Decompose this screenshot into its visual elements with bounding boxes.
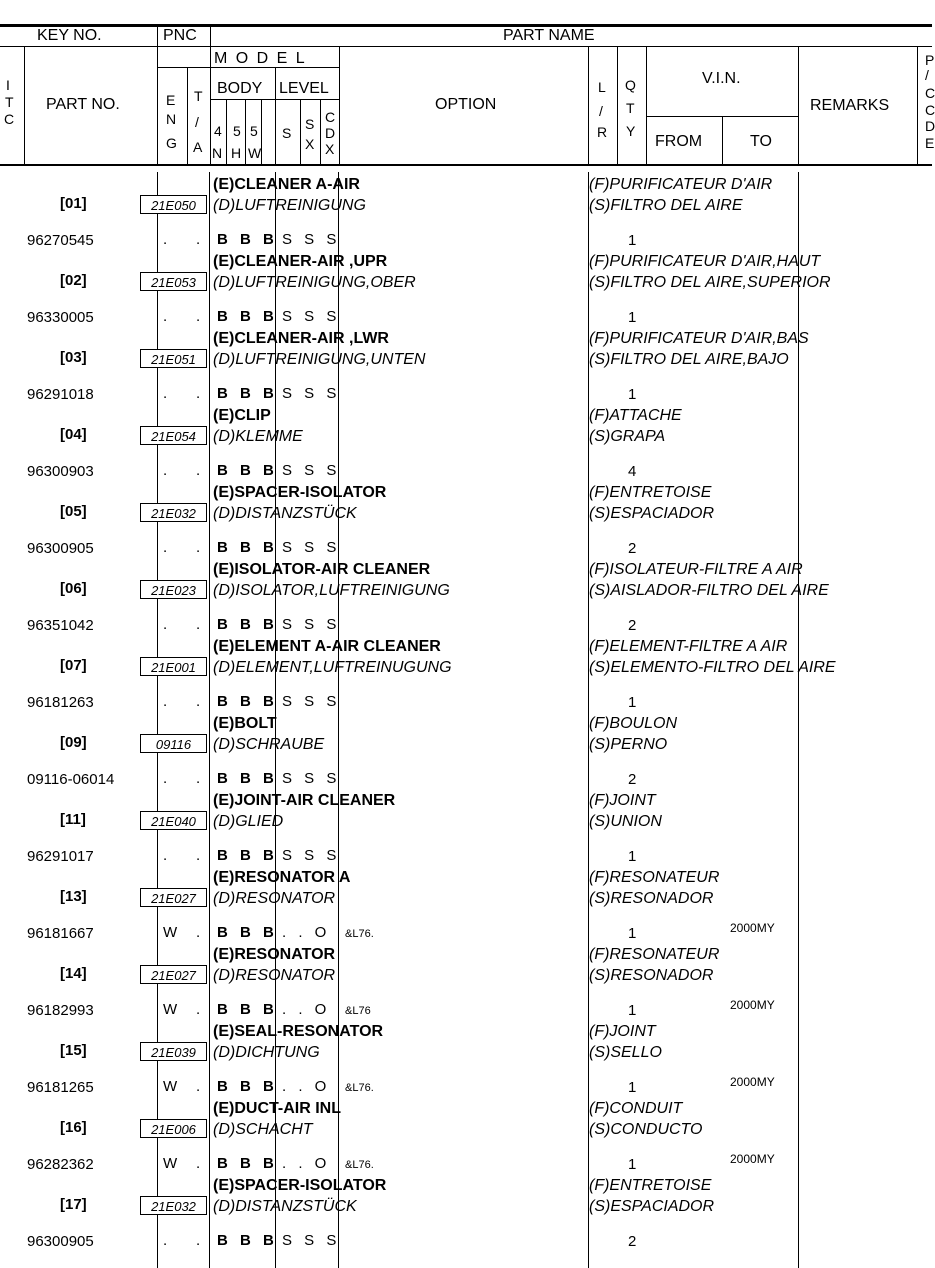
quantity: 4: [628, 463, 637, 480]
body-codes: B B B: [217, 231, 278, 248]
quantity: 1: [628, 1079, 637, 1096]
key-no: [02]: [60, 272, 87, 289]
table-row[interactable]: [0, 331, 932, 408]
pnc-code: 21E039: [140, 1042, 207, 1061]
level-s: S: [282, 125, 292, 141]
french-name: (F)ENTRETOISE: [589, 1177, 712, 1194]
eng-code: W: [163, 1078, 178, 1095]
ta-code: .: [196, 1001, 201, 1018]
header-col-15: [722, 116, 723, 164]
english-name: (E)CLEANER A-AIR: [213, 176, 360, 193]
english-name: (E)RESONATOR A: [213, 869, 351, 886]
key-no: [16]: [60, 1119, 87, 1136]
spanish-name: (S)RESONADOR: [589, 967, 714, 984]
table-row[interactable]: [0, 562, 932, 639]
eng-code: .: [163, 231, 168, 248]
german-name: (D)KLEMME: [213, 428, 303, 445]
table-row[interactable]: [0, 793, 932, 870]
part-no: 96181265: [27, 1079, 94, 1096]
remarks: 2000MY: [730, 1152, 775, 1166]
eng-code: W: [163, 1001, 178, 1018]
pcode-header-d: D: [925, 118, 935, 134]
ta-code: .: [196, 539, 201, 556]
ta-code: .: [196, 385, 201, 402]
level-codes: . . O: [282, 1155, 331, 1172]
part-no: 96291017: [27, 848, 94, 865]
table-row[interactable]: [0, 1101, 932, 1178]
quantity: 2: [628, 617, 637, 634]
english-name: (E)CLEANER-AIR ,UPR: [213, 253, 388, 270]
pnc-code: 21E050: [140, 195, 207, 214]
ta-code: .: [196, 1078, 201, 1095]
ta-code: .: [196, 770, 201, 787]
eng-header-n: N: [166, 111, 177, 127]
spanish-name: (S)FILTRO DEL AIRE,SUPERIOR: [589, 274, 831, 291]
body-sub-n: N: [212, 145, 223, 161]
part-no: 96270545: [27, 232, 94, 249]
remarks: 2000MY: [730, 998, 775, 1012]
level-codes: . . O: [282, 1001, 331, 1018]
german-name: (D)LUFTREINIGUNG,UNTEN: [213, 351, 426, 368]
ta-header-a: A: [193, 139, 203, 155]
eng-code: .: [163, 308, 168, 325]
body-codes: B B B: [217, 616, 278, 633]
quantity: 2: [628, 540, 637, 557]
pnc-code: 21E032: [140, 503, 207, 522]
body-codes: B B B: [217, 847, 278, 864]
key-no: [15]: [60, 1042, 87, 1059]
level-codes: S S S: [282, 231, 341, 248]
french-name: (F)JOINT: [589, 792, 656, 809]
french-name: (F)PURIFICATEUR D'AIR,HAUT: [589, 253, 821, 270]
german-name: (D)SCHACHT: [213, 1121, 313, 1138]
header-col-17: [917, 46, 918, 164]
ta-code: .: [196, 693, 201, 710]
quantity: 1: [628, 848, 637, 865]
header-rule-2: [0, 46, 932, 47]
french-name: (F)PURIFICATEUR D'AIR,BAS: [589, 330, 809, 347]
body-col-5w: 5: [250, 123, 258, 139]
german-name: (D)LUFTREINIGUNG,OBER: [213, 274, 416, 291]
ta-code: .: [196, 1155, 201, 1172]
body-sub-w: W: [248, 145, 262, 161]
eng-code: .: [163, 385, 168, 402]
table-row[interactable]: [0, 408, 932, 485]
remarks-header: REMARKS: [810, 97, 890, 114]
level-codes: S S S: [282, 770, 341, 787]
qty-header-y: Y: [626, 123, 636, 139]
english-name: (E)CLEANER-AIR ,LWR: [213, 330, 389, 347]
french-name: (F)PURIFICATEUR D'AIR: [589, 176, 773, 193]
ta-code: .: [196, 231, 201, 248]
ta-header-t: T: [194, 88, 203, 104]
body-codes: B B B: [217, 924, 278, 941]
german-name: (D)DICHTUNG: [213, 1044, 320, 1061]
ta-code: .: [196, 308, 201, 325]
vin-from-header: FROM: [655, 133, 703, 150]
option-code: &L76.: [345, 1082, 374, 1094]
body-sub-h: H: [231, 145, 242, 161]
body-codes: B B B: [217, 308, 278, 325]
pnc-code: 21E051: [140, 349, 207, 368]
quantity: 1: [628, 694, 637, 711]
part-no: 96300905: [27, 540, 94, 557]
part-no: 96282362: [27, 1156, 94, 1173]
pcode-header-c1: C: [925, 85, 935, 101]
level-cdx-x: X: [325, 141, 335, 157]
eng-header-g: G: [166, 135, 177, 151]
eng-code: W: [163, 924, 178, 941]
eng-code: .: [163, 1232, 168, 1249]
spanish-name: (S)FILTRO DEL AIRE: [589, 197, 743, 214]
french-name: (F)ISOLATEUR-FILTRE A AIR: [589, 561, 803, 578]
header-col-8: [245, 99, 246, 164]
spanish-name: (S)ESPACIADOR: [589, 1198, 715, 1215]
part-name-header: PART NAME: [503, 27, 595, 44]
quantity: 1: [628, 386, 637, 403]
body-codes: B B B: [217, 1001, 278, 1018]
quantity: 1: [628, 309, 637, 326]
body-codes: B B B: [217, 770, 278, 787]
german-name: (D)RESONATOR: [213, 890, 336, 907]
level-cdx-c: C: [325, 109, 336, 125]
english-name: (E)SPACER-ISOLATOR: [213, 1177, 387, 1194]
spanish-name: (S)GRAPA: [589, 428, 666, 445]
pnc-code: 21E032: [140, 1196, 207, 1215]
part-no: 96181667: [27, 925, 94, 942]
pnc-code: 21E001: [140, 657, 207, 676]
key-no: [03]: [60, 349, 87, 366]
key-no: [14]: [60, 965, 87, 982]
ta-code: .: [196, 616, 201, 633]
level-codes: S S S: [282, 539, 341, 556]
part-no-header: PART NO.: [46, 96, 120, 113]
french-name: (F)BOULON: [589, 715, 677, 732]
pnc-code: 21E027: [140, 965, 207, 984]
german-name: (D)ELEMENT,LUFTREINUGUNG: [213, 659, 452, 676]
french-name: (F)RESONATEUR: [589, 869, 720, 886]
table-row[interactable]: [0, 485, 932, 562]
header-top-rule: [0, 24, 932, 27]
header-col-2: [157, 24, 158, 164]
lr-header-r: R: [597, 124, 608, 140]
key-no: [07]: [60, 657, 87, 674]
english-name: (E)ELEMENT A-AIR CLEANER: [213, 638, 441, 655]
spanish-name: (S)UNION: [589, 813, 662, 830]
level-codes: S S S: [282, 462, 341, 479]
level-codes: . . O: [282, 924, 331, 941]
level-cdx-d: D: [325, 125, 336, 141]
header-col-5: [339, 46, 340, 164]
english-name: (E)CLIP: [213, 407, 271, 424]
pcode-header-p: P: [925, 52, 935, 68]
english-name: (E)SPACER-ISOLATOR: [213, 484, 387, 501]
part-no: 96351042: [27, 617, 94, 634]
table-row[interactable]: [0, 254, 932, 331]
option-code: &L76.: [345, 1159, 374, 1171]
quantity: 2: [628, 771, 637, 788]
model-header: M O D E L: [214, 50, 307, 67]
body-header: BODY: [217, 80, 263, 97]
ta-code: .: [196, 924, 201, 941]
spanish-name: (S)ESPACIADOR: [589, 505, 715, 522]
part-no: 96300905: [27, 1233, 94, 1250]
eng-code: .: [163, 693, 168, 710]
header-col-1: [24, 46, 25, 164]
spanish-name: (S)AISLADOR-FILTRO DEL AIRE: [589, 582, 829, 599]
english-name: (E)BOLT: [213, 715, 277, 732]
eng-code: .: [163, 539, 168, 556]
key-no: [09]: [60, 734, 87, 751]
key-no: [11]: [60, 811, 86, 828]
key-no: [13]: [60, 888, 87, 905]
key-no-header: KEY NO.: [37, 27, 102, 44]
spanish-name: (S)ELEMENTO-FILTRO DEL AIRE: [589, 659, 836, 676]
table-row[interactable]: [0, 639, 932, 716]
pnc-code: 21E054: [140, 426, 207, 445]
german-name: (D)RESONATOR: [213, 967, 336, 984]
level-codes: S S S: [282, 308, 341, 325]
german-name: (D)LUFTREINIGUNG: [213, 197, 366, 214]
qty-header-t: T: [626, 100, 635, 116]
level-header: LEVEL: [279, 80, 329, 97]
part-no: 96330005: [27, 309, 94, 326]
pnc-code: 21E023: [140, 580, 207, 599]
key-no: [17]: [60, 1196, 87, 1213]
spanish-name: (S)FILTRO DEL AIRE,BAJO: [589, 351, 789, 368]
option-code: &L76.: [345, 928, 374, 940]
level-sx-s: S: [305, 116, 315, 132]
german-name: (D)SCHRAUBE: [213, 736, 325, 753]
pnc-code: 21E040: [140, 811, 207, 830]
spanish-name: (S)CONDUCTO: [589, 1121, 703, 1138]
vin-to-header: TO: [750, 133, 772, 150]
level-codes: . . O: [282, 1078, 331, 1095]
body-codes: B B B: [217, 693, 278, 710]
key-no: [05]: [60, 503, 87, 520]
table-row[interactable]: [0, 177, 932, 254]
header-col-10: [300, 99, 301, 164]
eng-code: .: [163, 770, 168, 787]
part-no: 96300903: [27, 463, 94, 480]
german-name: (D)DISTANZSTÜCK: [213, 1198, 357, 1215]
header-col-3: [210, 24, 211, 164]
spanish-name: (S)PERNO: [589, 736, 668, 753]
key-no: [06]: [60, 580, 87, 597]
table-row[interactable]: [0, 1024, 932, 1101]
header-col-4: [187, 67, 188, 164]
eng-code: .: [163, 616, 168, 633]
header-col-6: [275, 67, 276, 164]
pnc-code: 21E053: [140, 272, 207, 291]
spanish-name: (S)SELLO: [589, 1044, 662, 1061]
pcode-header-c2: C: [925, 102, 935, 118]
spanish-name: (S)RESONADOR: [589, 890, 714, 907]
header-col-11: [320, 99, 321, 164]
lr-header-slash: /: [599, 103, 603, 119]
quantity: 1: [628, 232, 637, 249]
remarks: 2000MY: [730, 1075, 775, 1089]
table-row[interactable]: [0, 947, 932, 1024]
table-row[interactable]: [0, 716, 932, 793]
key-no: [01]: [60, 195, 87, 212]
itc-header-i: I: [6, 77, 10, 93]
body-codes: B B B: [217, 1078, 278, 1095]
table-row[interactable]: [0, 870, 932, 947]
ta-code: .: [196, 1232, 201, 1249]
body-codes: B B B: [217, 1155, 278, 1172]
part-no: 96291018: [27, 386, 94, 403]
quantity: 1: [628, 1156, 637, 1173]
english-name: (E)RESONATOR: [213, 946, 336, 963]
quantity: 2: [628, 1233, 637, 1250]
german-name: (D)ISOLATOR,LUFTREINIGUNG: [213, 582, 450, 599]
itc-header-c: C: [4, 111, 15, 127]
level-codes: S S S: [282, 847, 341, 864]
english-name: (E)DUCT-AIR INL: [213, 1100, 341, 1117]
header-bottom-rule: [0, 164, 932, 166]
level-sx-x: X: [305, 136, 315, 152]
header-col-12: [588, 46, 589, 164]
french-name: (F)CONDUIT: [589, 1100, 683, 1117]
level-codes: S S S: [282, 385, 341, 402]
part-no: 96182993: [27, 1002, 94, 1019]
part-no: 09116-06014: [27, 771, 115, 788]
quantity: 1: [628, 925, 637, 942]
level-codes: S S S: [282, 1232, 341, 1249]
vin-header: V.I.N.: [702, 70, 741, 87]
option-header: OPTION: [435, 96, 497, 113]
header-col-7: [226, 99, 227, 164]
option-code: &L76: [345, 1005, 371, 1017]
lr-header-l: L: [598, 79, 606, 95]
pcode-header-slash: /: [925, 67, 929, 83]
german-name: (D)GLIED: [213, 813, 284, 830]
french-name: (F)ELEMENT-FILTRE A AIR: [589, 638, 788, 655]
qty-header-q: Q: [625, 77, 636, 93]
header-col-13: [617, 46, 618, 164]
key-no: [04]: [60, 426, 87, 443]
french-name: (F)ENTRETOISE: [589, 484, 712, 501]
french-name: (F)RESONATEUR: [589, 946, 720, 963]
quantity: 1: [628, 1002, 637, 1019]
french-name: (F)ATTACHE: [589, 407, 682, 424]
body-col-4: 4: [214, 123, 222, 139]
ta-code: .: [196, 847, 201, 864]
eng-code: .: [163, 847, 168, 864]
eng-code: .: [163, 462, 168, 479]
german-name: (D)DISTANZSTÜCK: [213, 505, 357, 522]
remarks: 2000MY: [730, 921, 775, 935]
body-codes: B B B: [217, 1232, 278, 1249]
pnc-code: 21E027: [140, 888, 207, 907]
french-name: (F)JOINT: [589, 1023, 656, 1040]
pnc-code: 21E006: [140, 1119, 207, 1138]
header-col-16: [798, 46, 799, 164]
body-codes: B B B: [217, 385, 278, 402]
level-codes: S S S: [282, 616, 341, 633]
level-codes: S S S: [282, 693, 341, 710]
pnc-header: PNC: [163, 27, 197, 44]
pnc-code: 09116: [140, 734, 207, 753]
part-no: 96181263: [27, 694, 94, 711]
english-name: (E)ISOLATOR-AIR CLEANER: [213, 561, 431, 578]
eng-code: W: [163, 1155, 178, 1172]
pcode-header-e: E: [925, 135, 935, 151]
english-name: (E)JOINT-AIR CLEANER: [213, 792, 396, 809]
table-row[interactable]: [0, 1178, 932, 1255]
body-codes: B B B: [217, 462, 278, 479]
ta-header-slash: /: [195, 114, 199, 130]
body-codes: B B B: [217, 539, 278, 556]
header-col-14: [646, 46, 647, 164]
body-col-5h: 5: [233, 123, 241, 139]
eng-header-e: E: [166, 92, 176, 108]
ta-code: .: [196, 462, 201, 479]
itc-header-t: T: [5, 94, 14, 110]
english-name: (E)SEAL-RESONATOR: [213, 1023, 384, 1040]
